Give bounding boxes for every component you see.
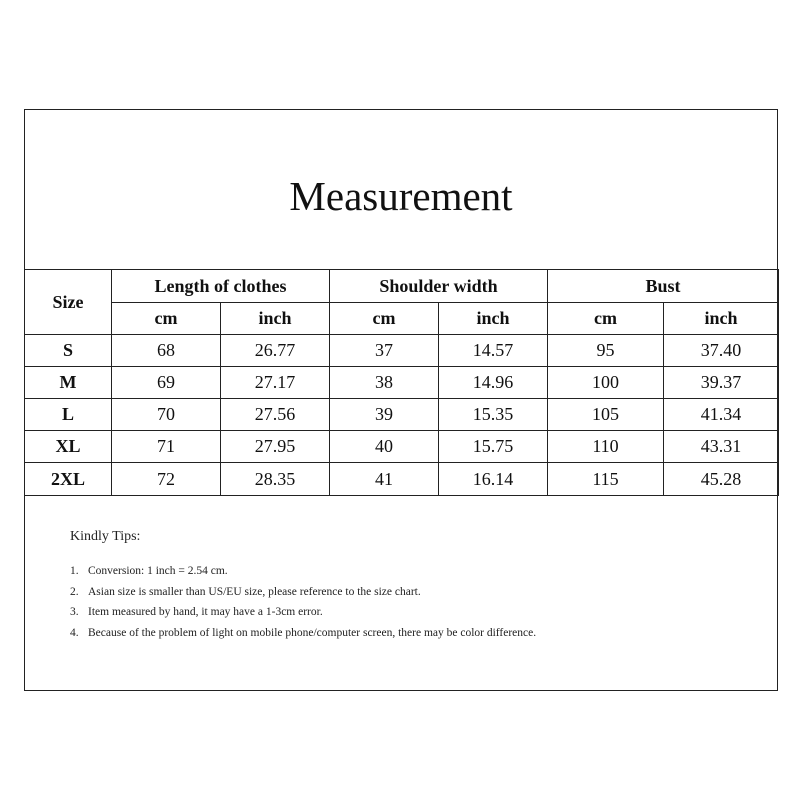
- size-cell: 2XL: [25, 463, 112, 496]
- tips-title: Kindly Tips:: [70, 529, 141, 544]
- tips-section: [70, 529, 550, 643]
- list-item-number: 2.: [70, 585, 79, 598]
- unit-header: inch: [221, 303, 330, 335]
- value-cell: 100: [548, 367, 664, 399]
- list-item-text: Conversion: 1 inch = 2.54 cm.: [88, 565, 228, 577]
- group-header-shoulder: Shoulder width: [330, 270, 548, 303]
- value-cell: 105: [548, 399, 664, 431]
- list-item-number: 3.: [70, 606, 79, 618]
- table-header-row: [25, 270, 779, 303]
- value-cell: 39.37: [664, 367, 779, 399]
- list-item-number: 4.: [70, 626, 79, 639]
- table-row: [25, 335, 779, 367]
- size-cell: XL: [25, 431, 112, 463]
- tips-list: [70, 561, 550, 643]
- list-item-text: Item measured by hand, it may have a 1-3cm error.: [88, 606, 323, 618]
- value-cell: 14.96: [439, 367, 548, 399]
- value-cell: 41.34: [664, 399, 779, 431]
- value-cell: 95: [548, 335, 664, 367]
- group-header-bust: Bust: [548, 270, 779, 303]
- value-cell: 39: [330, 399, 439, 431]
- list-item-text: Asian size is smaller than US/EU size, please reference to the size chart.: [88, 585, 421, 598]
- size-table: [24, 269, 779, 496]
- value-cell: 37: [330, 335, 439, 367]
- value-cell: 70: [112, 399, 221, 431]
- unit-header: cm: [330, 303, 439, 335]
- value-cell: 45.28: [664, 463, 779, 496]
- value-cell: 27.95: [221, 431, 330, 463]
- size-column-header: Size: [25, 270, 112, 335]
- value-cell: 16.14: [439, 463, 548, 496]
- table-row: [25, 431, 779, 463]
- group-header-length: Length of clothes: [112, 270, 330, 303]
- value-cell: 37.40: [664, 335, 779, 367]
- unit-header: inch: [664, 303, 779, 335]
- unit-header: cm: [112, 303, 221, 335]
- value-cell: 15.35: [439, 399, 548, 431]
- list-item: [70, 582, 550, 603]
- value-cell: 68: [112, 335, 221, 367]
- size-chart-frame: [24, 109, 778, 691]
- value-cell: 110: [548, 431, 664, 463]
- table-row: [25, 367, 779, 399]
- table-unit-row: [25, 303, 779, 335]
- list-item-number: 1.: [70, 565, 79, 577]
- list-item-text: Because of the problem of light on mobile phone/computer screen, there may be color difference.: [88, 626, 537, 639]
- value-cell: 43.31: [664, 431, 779, 463]
- value-cell: 41: [330, 463, 439, 496]
- value-cell: 71: [112, 431, 221, 463]
- value-cell: 27.56: [221, 399, 330, 431]
- value-cell: 115: [548, 463, 664, 496]
- list-item: [70, 623, 550, 644]
- value-cell: 72: [112, 463, 221, 496]
- page-title: Measurement: [289, 173, 513, 219]
- list-item: [70, 561, 550, 582]
- size-cell: M: [25, 367, 112, 399]
- size-cell: L: [25, 399, 112, 431]
- value-cell: 14.57: [439, 335, 548, 367]
- table-row: [25, 399, 779, 431]
- value-cell: 15.75: [439, 431, 548, 463]
- size-cell: S: [25, 335, 112, 367]
- value-cell: 38: [330, 367, 439, 399]
- unit-header: inch: [439, 303, 548, 335]
- unit-header: cm: [548, 303, 664, 335]
- value-cell: 26.77: [221, 335, 330, 367]
- list-item: [70, 602, 550, 623]
- value-cell: 40: [330, 431, 439, 463]
- value-cell: 28.35: [221, 463, 330, 496]
- value-cell: 27.17: [221, 367, 330, 399]
- value-cell: 69: [112, 367, 221, 399]
- table-row: [25, 463, 779, 496]
